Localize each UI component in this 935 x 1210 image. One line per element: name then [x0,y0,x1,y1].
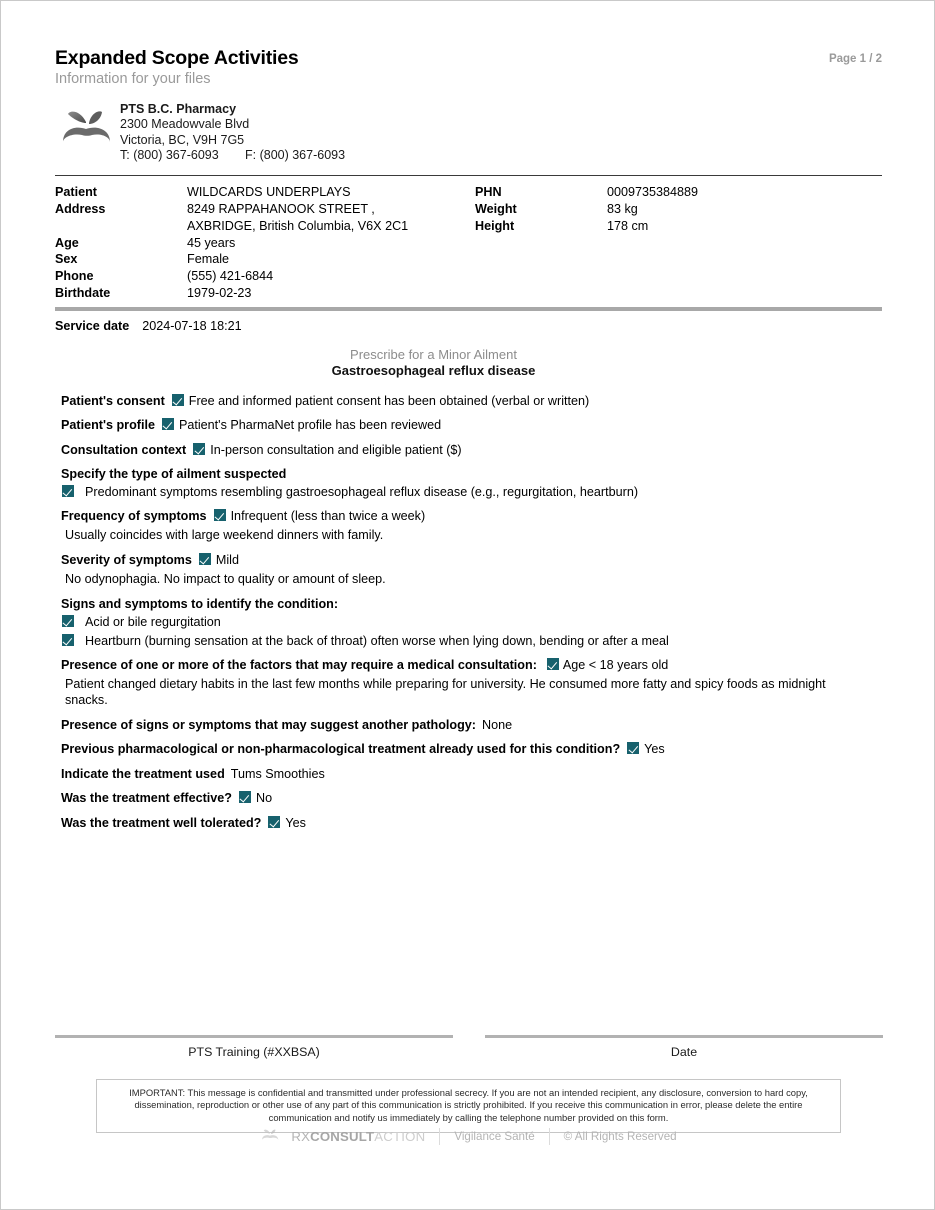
document-header [55,1,882,88]
ailment-type-text: Predominant symptoms resembling gastroesophageal reflux disease (e.g., regurgitation, heartburn) [85,485,639,500]
patient-info [55,176,882,302]
frequency-note: Usually coincides with large weekend dinners with family. [65,528,384,543]
pharmacy-contact [120,148,345,163]
field-severity [61,552,882,568]
patient-info-left [55,184,475,302]
footer-divider-1 [439,1128,440,1145]
signs-item [61,614,882,630]
value-weight: 83 kg [607,201,638,216]
label-phn: PHN [475,185,502,200]
label-birthdate: Birthdate [55,285,111,300]
pharmacy-block [55,100,882,163]
field-patient-profile [61,417,882,433]
severity-note: No odynophagia. No impact to quality or amount of sleep. [65,572,386,587]
assessment-form [55,393,882,831]
service-date-label: Service date [55,318,130,333]
label-patient: Patient [55,185,97,200]
frequency-label: Frequency of symptoms [61,509,207,524]
document-body [55,1,882,839]
profile-checkbox[interactable] [162,418,174,430]
signature-caption-practitioner: PTS Training (#XXBSA) [188,1045,320,1059]
value-age: 45 years [187,235,236,250]
frequency-value: Infrequent (less than twice a week) [230,509,426,524]
label-weight: Weight [475,201,517,216]
field-patient-consent [61,393,882,409]
value-phone: (555) 421-6844 [187,269,274,284]
context-value: In-person consultation and eligible patient ($) [210,442,462,457]
effective-value: No [256,791,273,806]
pharmacy-address: 2300 Meadowvale Blvd [120,117,250,132]
previous-treatment-value: Yes [644,742,665,757]
signature-area [55,1035,882,1059]
brand-company: Vigilance Santé [454,1129,535,1143]
signature-block-date [485,1035,883,1059]
treatment-used-value: Tums Smoothies [230,766,325,781]
effective-label: Was the treatment effective? [61,791,232,806]
patient-info-labels-left [55,184,187,302]
patient-info-right [475,184,698,302]
label-age: Age [55,235,79,250]
patient-info-values-left [187,184,408,302]
field-treatment-used [61,766,882,782]
field-previous-treatment [61,741,882,757]
context-label: Consultation context [61,442,187,457]
label-phone: Phone [55,269,94,284]
pharmacy-phone: T: (800) 367-6093 [120,147,219,162]
signs-checkbox-2[interactable] [62,634,74,646]
consent-checkbox[interactable] [172,394,184,406]
factors-note: Patient changed dietary habits in the last few months while preparing for university. He consumed more fatty and spicy foods as midnight snacks. [65,676,826,707]
page-subtitle: Information for your files [55,71,211,87]
context-checkbox[interactable] [193,443,205,455]
prescribe-heading: Prescribe for a Minor Ailment [350,346,517,362]
value-phn: 0009735384889 [607,185,699,200]
brand-action: ACTION [374,1128,426,1144]
field-treatment-tolerated [61,815,882,831]
page-title: Expanded Scope Activities [55,47,299,69]
field-other-pathology [61,717,882,733]
treatment-used-label: Indicate the treatment used [61,766,225,781]
severity-value: Mild [215,553,239,568]
signs-checkbox-1[interactable] [62,615,74,627]
brand-footer [1,1127,934,1145]
field-treatment-effective [61,790,882,806]
signature-block-practitioner [55,1035,453,1059]
signs-text-1: Acid or bile regurgitation [85,615,221,630]
signature-caption-date: Date [670,1045,698,1059]
footer-divider-2 [549,1128,550,1145]
pharmacy-name: PTS B.C. Pharmacy [120,102,237,116]
brand-rx: RX [291,1128,311,1144]
value-height: 178 cm [607,218,649,233]
patient-info-values-right [607,184,698,302]
pharmacy-city: Victoria, BC, V9H 7G5 [120,132,245,147]
ailment-type-checkbox[interactable] [62,485,74,497]
value-address1: 8249 RAPPAHANOOK STREET , [187,201,375,216]
value-patient: WILDCARDS UNDERPLAYS [187,185,351,200]
frequency-checkbox[interactable] [214,509,226,521]
apple-leaf-logo-icon [58,100,120,152]
severity-label: Severity of symptoms [61,553,192,568]
field-risk-factors [61,657,882,673]
value-address2: AXBRIDGE, British Columbia, V6X 2C1 [187,218,409,233]
pharmacy-fax: F: (800) 367-6093 [245,147,346,162]
brand-wordmark [291,1129,425,1144]
label-address: Address [55,201,106,216]
brand-rights: © All Rights Reserved [563,1129,677,1143]
tolerated-value: Yes [285,815,306,830]
brand-consult: CONSULT [310,1128,375,1144]
pathology-value: None [481,717,513,732]
prescribe-ailment: Gastroesophageal reflux disease [331,362,536,378]
signs-heading: Signs and symptoms to identify the condition: [61,597,339,612]
page-number: Page 1 / 2 [828,53,882,65]
service-date-value: 2024-07-18 18:21 [142,318,242,333]
consent-label: Patient's consent [61,393,165,408]
severity-checkbox[interactable] [199,553,211,565]
factors-checkbox[interactable] [547,658,559,670]
apple-leaf-logo-icon [258,1127,284,1145]
factors-value: Age < 18 years old [562,657,669,672]
field-consultation-context [61,442,882,458]
tolerated-checkbox[interactable] [268,816,280,828]
factors-label: Presence of one or more of the factors that may require a medical consultation: [61,657,537,672]
profile-value: Patient's PharmaNet profile has been reviewed [178,418,442,433]
value-sex: Female [187,252,229,267]
prescribe-heading-block [55,347,882,379]
profile-label: Patient's profile [61,418,155,433]
signs-item [61,633,882,649]
previous-treatment-label: Previous pharmacological or non-pharmacological treatment already used for this condition? [61,742,621,757]
previous-treatment-checkbox[interactable] [627,742,639,754]
pharmacy-details [120,100,345,163]
signs-text-2: Heartburn (burning sensation at the back of throat) often worse when lying down, bending or after a meal [85,633,669,648]
ailment-type-item [61,484,882,500]
ailment-type-heading: Specify the type of ailment suspected [61,467,287,482]
signature-spacer [453,1035,485,1059]
service-date-row [55,311,882,333]
tolerated-label: Was the treatment well tolerated? [61,815,262,830]
field-frequency [61,508,882,524]
consent-value: Free and informed patient consent has been obtained (verbal or written) [188,393,590,408]
pathology-label: Presence of signs or symptoms that may suggest another pathology: [61,717,476,732]
patient-info-labels-right [475,184,607,302]
value-birthdate: 1979-02-23 [187,285,252,300]
effective-checkbox[interactable] [239,791,251,803]
confidentiality-disclaimer: IMPORTANT: This message is confidential and transmitted under professional secrecy. If you are not an intended recipient, any disclosure, conversion to hard copy, dissemination, reproduction or other use of any part of this communication is strictly prohibited. If you receive this communication in error, please delete the entire communication and notify us immediately by calling the telephone number provided on this form. [96,1079,841,1133]
label-sex: Sex [55,252,78,267]
label-height: Height [475,218,515,233]
